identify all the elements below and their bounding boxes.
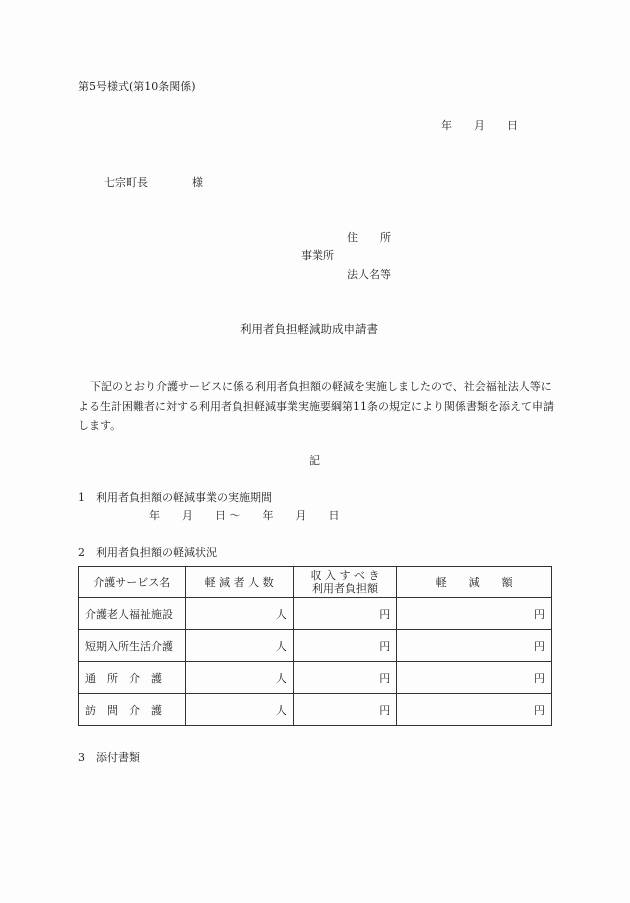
office-label: 事業所 xyxy=(301,249,334,262)
persons-cell: 人 xyxy=(185,598,293,630)
table-row xyxy=(79,630,552,662)
ki-heading: 記 xyxy=(309,454,320,467)
column-header-service: 介護サービス名 xyxy=(79,567,186,598)
section2-heading: 2 利用者負担額の軽減状況 xyxy=(78,546,217,559)
document-title: 利用者負担軽減助成申請書 xyxy=(240,322,378,336)
service-name-cell: 通 所 介 護 xyxy=(79,662,186,694)
form-number: 第5号様式(第10条関係) xyxy=(78,80,196,93)
reduction-cell: 円 xyxy=(397,694,552,726)
table-row xyxy=(79,662,552,694)
column-header-income-line1: 収 入 す べ き xyxy=(310,569,380,582)
reduction-cell: 円 xyxy=(397,662,552,694)
section3-heading: 3 添付書類 xyxy=(78,751,140,764)
reduction-table xyxy=(78,566,552,726)
table-header-row xyxy=(79,567,552,598)
column-header-persons: 軽 減 者 人 数 xyxy=(185,567,293,598)
column-header-income xyxy=(293,567,396,598)
implementation-period: 年 月 日 〜 年 月 日 xyxy=(149,509,340,522)
column-header-reduction: 軽 減 額 xyxy=(397,567,552,598)
column-header-income-line2: 利用者負担額 xyxy=(312,582,378,595)
application-body xyxy=(78,377,556,436)
address-label: 住 所 xyxy=(347,231,391,244)
income-cell: 円 xyxy=(293,630,396,662)
persons-cell: 人 xyxy=(185,662,293,694)
reduction-cell: 円 xyxy=(397,598,552,630)
date-line: 年 月 日 xyxy=(441,119,518,132)
service-name-cell: 介護老人福祉施設 xyxy=(79,598,186,630)
application-body-text: 下記のとおり介護サービスに係る利用者負担額の軽減を実施しましたので、社会福祉法人等による生計困難者に対する利用者負担軽減事業実施要綱第11条の規定により関係書類を添えて申請します。 xyxy=(78,380,554,432)
addressee: 七宗町長 様 xyxy=(104,176,203,189)
service-name-cell: 訪 問 介 護 xyxy=(79,694,186,726)
income-cell: 円 xyxy=(293,598,396,630)
income-cell: 円 xyxy=(293,694,396,726)
table-row xyxy=(79,694,552,726)
persons-cell: 人 xyxy=(185,694,293,726)
corporate-name-label: 法人名等 xyxy=(347,268,391,281)
income-cell: 円 xyxy=(293,662,396,694)
persons-cell: 人 xyxy=(185,630,293,662)
service-name-cell: 短期入所生活介護 xyxy=(79,630,186,662)
reduction-cell: 円 xyxy=(397,630,552,662)
table-row xyxy=(79,598,552,630)
section1-heading: 1 利用者負担額の軽減事業の実施期間 xyxy=(78,491,272,504)
